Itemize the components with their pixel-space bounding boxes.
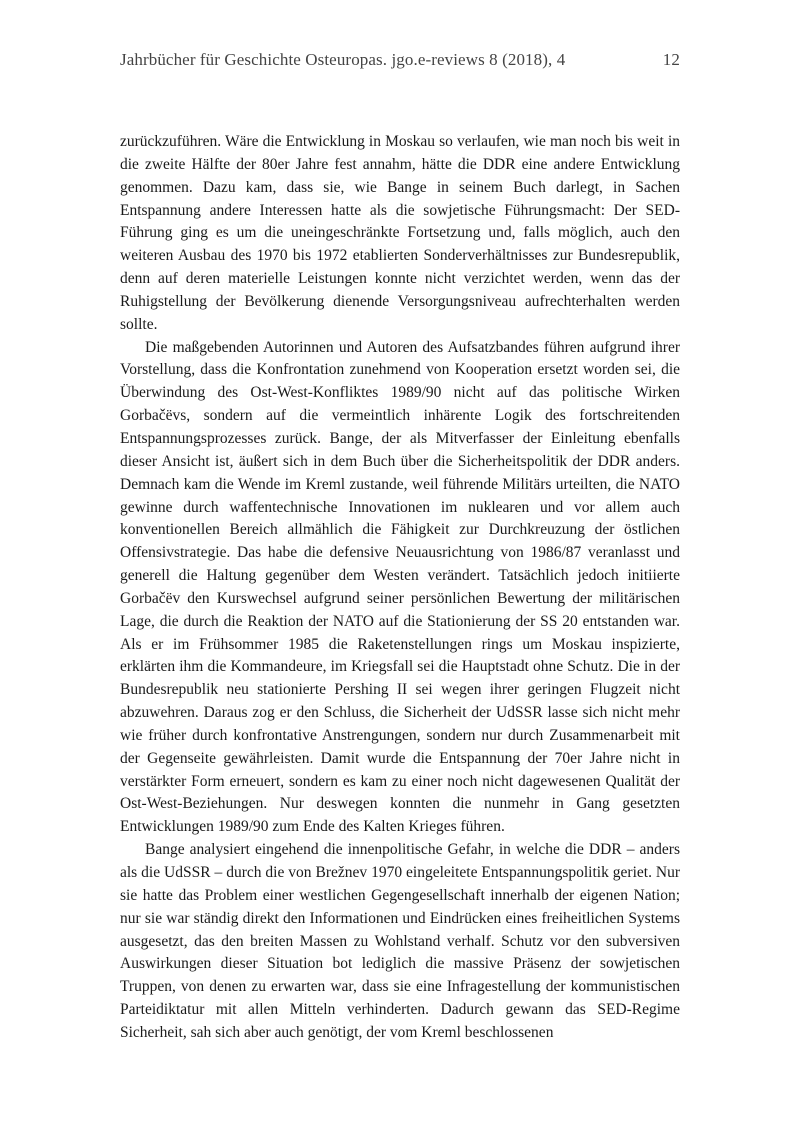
paragraph: Die maßgebenden Autorinnen und Autoren des Aufsatzbandes führen aufgrund ihrer Vorstellung, dass die Konfrontation zunehmend von Kooperation ersetzt worden sei, die Überwindung des Ost-West-Konfliktes 1989/90 nicht auf das politische Wirken Gorbačëvs, sondern auf die vermeintlich inhärente Logik des fortschreitenden Entspannungsprozesses zurück. Bange, der als Mitverfasser der Einleitung ebenfalls dieser Ansicht ist, äußert sich in dem Buch über die Sicherheitspolitik der DDR anders. Demnach kam die Wende im Kreml zustande, weil führende Militärs urteilten, die NATO gewinne durch waffentechnische Innovationen im nuklearen und vor allem auch konventionellen Bereich allmählich die Fähigkeit zur Durchkreuzung der östlichen Offensivstrategie. Das habe die defensive Neuausrichtung von 1986/87 veranlasst und generell die Haltung gegenüber dem Westen verändert. Tatsächlich jedoch initiierte Gorbačëv den Kurswechsel aufgrund seiner persönlichen Bewertung der militärischen Lage, die durch die Reaktion der NATO auf die Stationierung der SS 20 entstanden war. Als er im Frühsommer 1985 die Raketenstellungen rings um Moskau inspizierte, erklärten ihm die Kommandeure, im Kriegsfall sei die Hauptstadt ohne Schutz. Die in der Bundesrepublik neu stationierte Pershing II sei wegen ihrer geringen Flugzeit nicht abzuwehren. Daraus zog er den Schluss, die Sicherheit der UdSSR lasse sich nicht mehr wie früher durch konfrontative Anstrengungen, sondern nur durch Zusammenarbeit mit der Gegenseite gewährleisten. Damit wurde die Entspannung der 70er Jahre nicht in verstärkter Form erneuert, sondern es kam zu einer noch nicht dagewesenen Qualität der Ost-West-Beziehungen. Nur deswegen konnten die nunmehr in Gang gesetzten Entwicklungen 1989/90 zum Ende des Kalten Krieges führen. bbox=[120, 338, 680, 836]
journal-citation: Jahrbücher für Geschichte Osteuropas. jgo.e-reviews 8 (2018), 4 bbox=[120, 50, 566, 69]
paragraph-continued: zurückzuführen. Wäre die Entwicklung in Moskau so verlaufen, wie man noch bis weit in die zweite Hälfte der 80er Jahre fest annahm, hätte die DDR eine andere Entwicklung genommen. Dazu kam, dass sie, wie Bange in seinem Buch darlegt, in Sachen Entspannung andere Interessen hatte als die sowjetische Führungsmacht: Der SED-Führung ging es um die uneingeschränkte Fortsetzung und, falls möglich, auch den weiteren Ausbau des 1970 bis 1972 etablierten Sonderverhältnisses zur Bundesrepublik, denn auf deren materielle Leistungen konnte nicht verzichtet werden, wenn das der Ruhigstellung der Bevölkerung dienende Versorgungsniveau aufrechterhalten werden sollte. bbox=[120, 133, 680, 333]
paragraph: Bange analysiert eingehend die innenpolitische Gefahr, in welche die DDR – anders als die UdSSR – durch die von Brežnev 1970 eingeleitete Entspannungspolitik geriet. Nur sie hatte das Problem einer westlichen Gegengesellschaft innerhalb der eigenen Nation; nur sie war ständig direkt den Informationen und Eindrücken eines freiheitlichen Systems ausgesetzt, das den breiten Massen zu Wohlstand verhalf. Schutz vor den subversiven Auswirkungen dieser Situation bot lediglich die massive Präsenz der sowjetischen Truppen, von denen zu erwarten war, dass sie eine Infragestellung der kommunistischen Parteidiktatur mit allen Mitteln verhinderten. Dadurch gewann das SED-Regime Sicherheit, sah sich aber auch genötigt, der vom Kreml beschlossenen bbox=[120, 841, 680, 1041]
page-number: 12 bbox=[662, 50, 680, 69]
running-header bbox=[120, 50, 680, 70]
body-text bbox=[120, 131, 680, 1045]
